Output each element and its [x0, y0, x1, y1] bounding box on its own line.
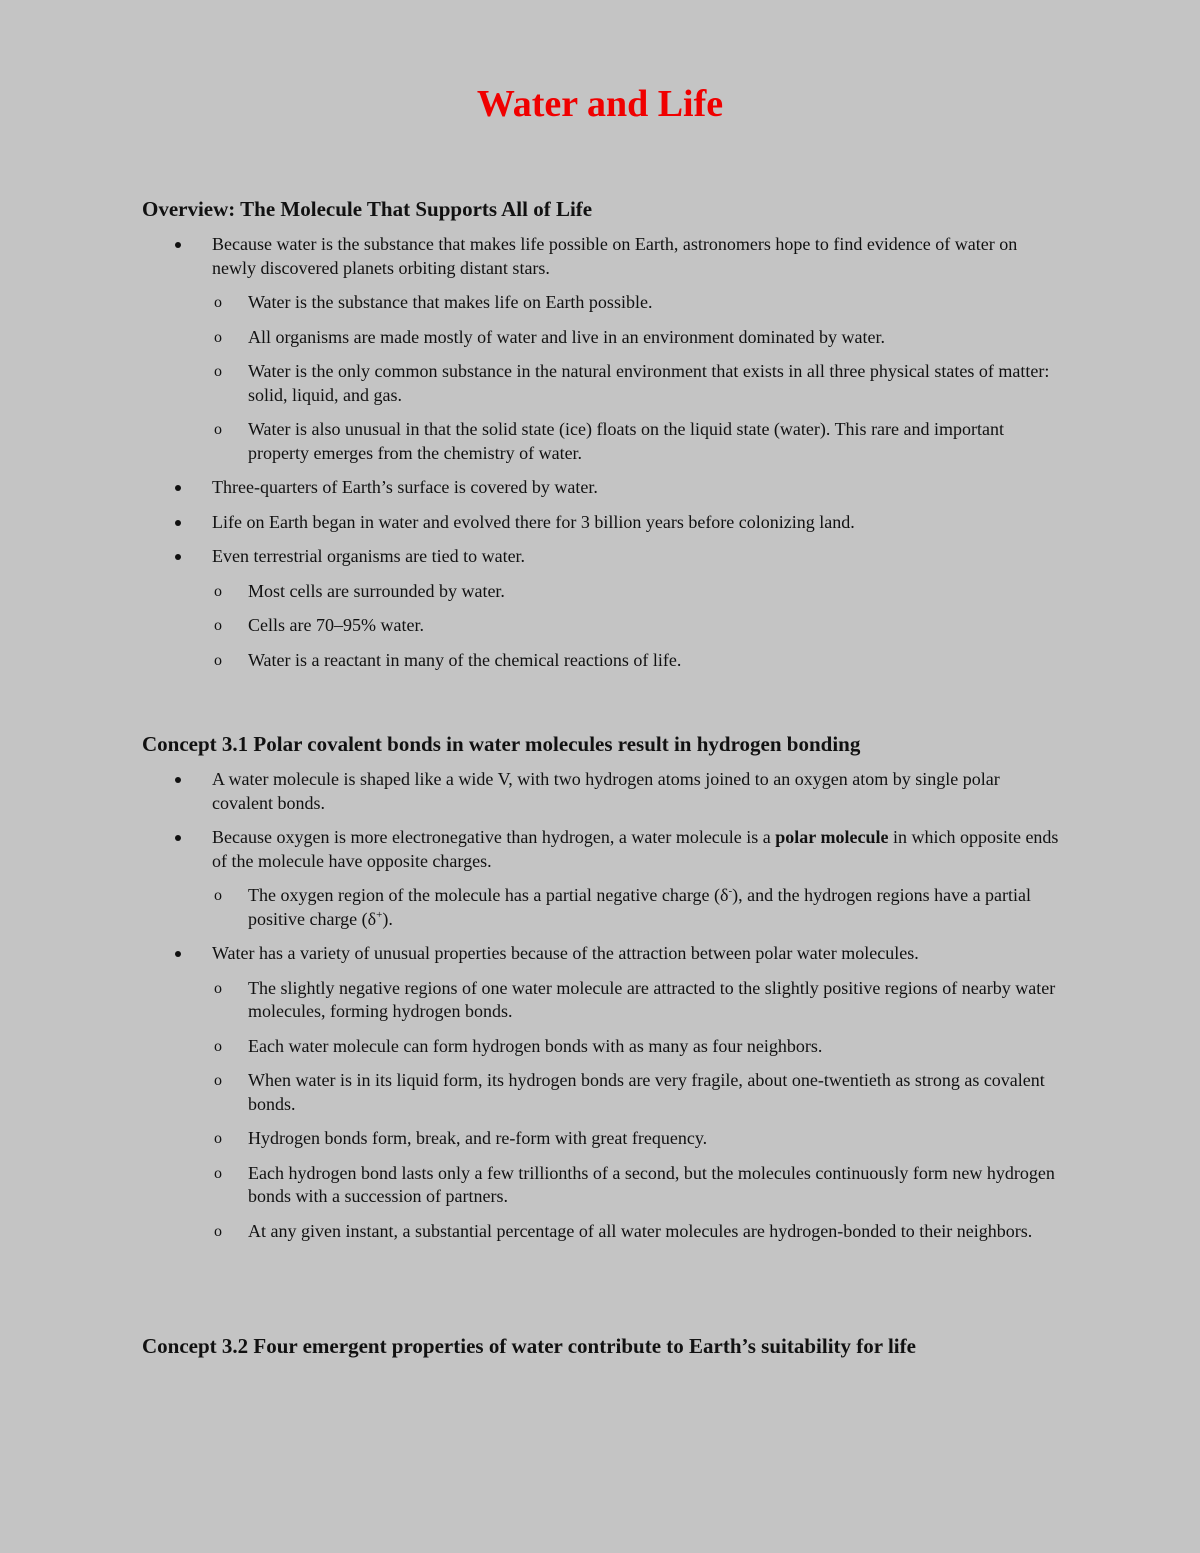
sub-list-item: [142, 360, 1062, 407]
list-item-text-after: in which opposite ends of the molecule have opposite charges.: [212, 827, 1059, 871]
sub-list-item: [142, 1127, 1062, 1151]
list-item: [142, 942, 1062, 1243]
sub-list-item: [142, 614, 1062, 638]
sub-item-text: Hydrogen bonds form, break, and re-form with great frequency.: [248, 1128, 708, 1148]
charge-text-part3: ).: [382, 908, 393, 929]
circle-bullet-icon: o: [214, 1037, 222, 1055]
sub-item-text: Most cells are surrounded by water.: [248, 580, 505, 601]
section-heading: Concept 3.2 Four emergent properties of water contribute to Earth’s suitability for life: [142, 1334, 916, 1358]
negative-sign: -: [728, 885, 733, 897]
list-item-text-before: Because oxygen is more electronegative than hydrogen, a water molecule is a: [212, 827, 776, 847]
circle-bullet-icon: o: [214, 617, 222, 634]
bullet-dot-icon: [175, 485, 181, 491]
sub-list: [212, 884, 1062, 931]
document-title: Water and Life: [476, 83, 724, 125]
circle-bullet-icon: o: [214, 1222, 222, 1240]
sub-list-item: [142, 1069, 1062, 1116]
sub-list-item: [142, 977, 1062, 1024]
list-item-text: A water molecule is shaped like a wide V, with two hydrogen atoms joined to an oxygen atom by single polar covalent bonds.: [212, 769, 1000, 813]
bullet-dot-icon: [175, 554, 181, 560]
sub-item-text: Water is also unusual in that the solid state (ice) floats on the liquid state (water). This rare and important property emerges from the chemistry of water.: [248, 419, 1005, 463]
bullet-dot-icon: [175, 520, 181, 526]
sub-item-text: Cells are 70–95% water.: [248, 615, 424, 635]
list-item: [142, 233, 1062, 465]
bullet-dot-icon: [175, 777, 181, 783]
list-item: [142, 768, 1062, 815]
sub-list-item: [142, 1220, 1062, 1244]
sub-item-text: Water is the only common substance in the natural environment that exists in all three physical states of matter: solid, liquid, and gas.: [248, 361, 1050, 405]
list-item-text: Because water is the substance that makes life possible on Earth, astronomers hope to find evidence of water on newly discovered planets orbiting distant stars.: [212, 234, 1018, 278]
sub-list: [212, 977, 1062, 1244]
bullet-dot-icon: [175, 951, 181, 957]
section-concept-3-2: [142, 1333, 1062, 1359]
sub-list-item: [142, 580, 1062, 604]
list-item-text: Even terrestrial organisms are tied to water.: [212, 546, 526, 566]
circle-bullet-icon: o: [214, 1130, 222, 1147]
circle-bullet-icon: o: [214, 979, 222, 997]
sub-item-text: When water is in its liquid form, its hydrogen bonds are very fragile, about one-twentieth as strong as covalent bonds.: [248, 1070, 1045, 1114]
list-item-text: Three-quarters of Earth’s surface is covered by water.: [212, 477, 598, 497]
sub-list-item: [142, 418, 1062, 465]
circle-bullet-icon: o: [214, 328, 222, 346]
sub-item-text: All organisms are made mostly of water and live in an environment dominated by water.: [248, 326, 886, 347]
sub-item-text: Water is a reactant in many of the chemical reactions of life.: [248, 649, 682, 670]
positive-sign: +: [376, 908, 383, 921]
sub-item-text: Each water molecule can form hydrogen bonds with as many as four neighbors.: [248, 1035, 823, 1056]
list-item: [142, 826, 1062, 931]
section-heading: Overview: The Molecule That Supports All of Life: [142, 197, 593, 221]
sub-list: [212, 291, 1062, 465]
circle-bullet-icon: o: [214, 582, 222, 600]
bullet-dot-icon: [175, 242, 181, 248]
list-item-text: Life on Earth began in water and evolved there for 3 billion years before colonizing land.: [212, 511, 855, 532]
sub-item-text: Water is the substance that makes life on Earth possible.: [248, 292, 653, 312]
sub-item-text: Each hydrogen bond lasts only a few trillionths of a second, but the molecules continuously form new hydrogen bonds with a succession of partners.: [248, 1162, 1055, 1206]
circle-bullet-icon: o: [214, 651, 222, 669]
bullet-list: [142, 233, 1062, 672]
list-item: [142, 511, 1062, 535]
list-item-text: Water has a variety of unusual properties because of the attraction between polar water molecules.: [212, 943, 919, 963]
bullet-list: [142, 768, 1062, 1243]
circle-bullet-icon: o: [214, 887, 222, 904]
section-overview: [142, 196, 1062, 672]
circle-bullet-icon: o: [214, 1164, 222, 1182]
circle-bullet-icon: o: [214, 1072, 222, 1089]
section-concept-3-1: [142, 731, 1062, 1243]
circle-bullet-icon: o: [214, 363, 222, 380]
sub-list-item: [142, 1162, 1062, 1209]
sub-list-item: [142, 884, 1062, 931]
sub-list-item: [142, 649, 1062, 673]
sub-list-item: [142, 326, 1062, 350]
sub-list: [212, 580, 1062, 673]
list-item: [142, 545, 1062, 672]
sub-item-text: At any given instant, a substantial percentage of all water molecules are hydrogen-bonded to their neighbors.: [248, 1220, 1033, 1241]
list-item: [142, 476, 1062, 500]
circle-bullet-icon: o: [214, 294, 222, 311]
circle-bullet-icon: o: [214, 421, 222, 438]
term-polar-molecule: polar molecule: [775, 827, 889, 847]
sub-list-item: [142, 291, 1062, 315]
charge-text-part2: ), and the hydrogen regions have a partial positive charge (δ: [248, 885, 1032, 929]
sub-list-item: [142, 1035, 1062, 1059]
bullet-dot-icon: [175, 835, 181, 841]
sub-item-text: The slightly negative regions of one water molecule are attracted to the slightly positive regions of nearby water molecules, forming hydrogen bonds.: [248, 977, 1056, 1021]
section-heading: Concept 3.1 Polar covalent bonds in water molecules result in hydrogen bonding: [142, 732, 861, 756]
charge-text-part1: The oxygen region of the molecule has a partial negative charge (δ: [248, 885, 729, 905]
